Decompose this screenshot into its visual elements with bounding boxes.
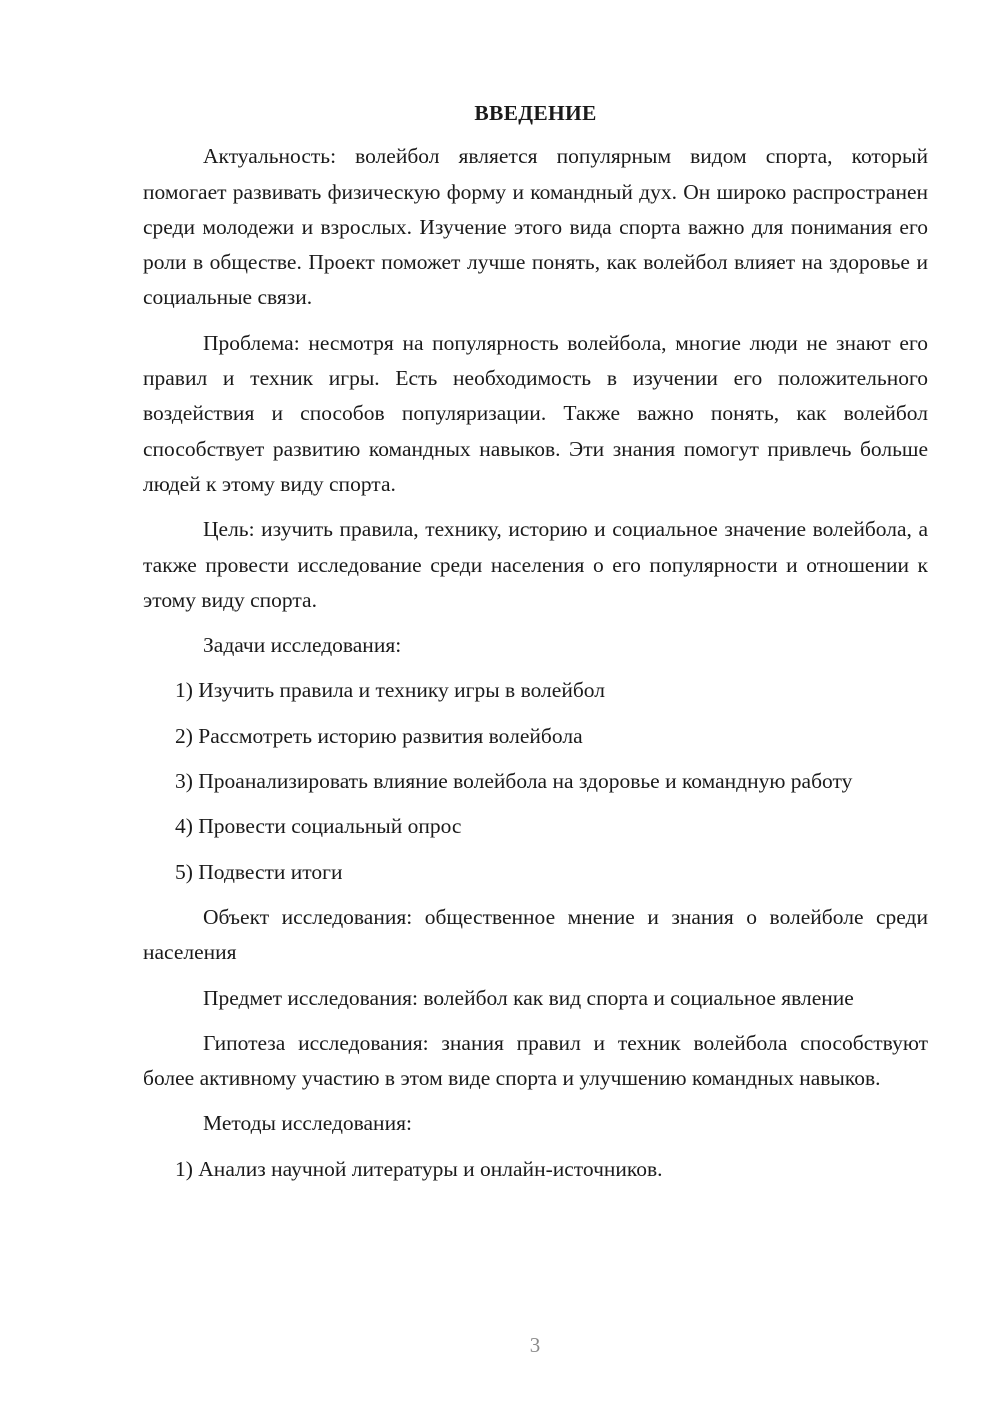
method-item: 1) Анализ научной литературы и онлайн-источников. [175,1156,663,1181]
task-item: 2) Рассмотреть историю развития волейбола [175,723,583,748]
page-number: 3 [529,1333,541,1357]
hypothesis-paragraph: Гипотеза исследования: знания правил и техник волейбола способствуют более активному участию в этом виде спорта и улучшению командных навыков. [143,1030,928,1091]
methods-heading: Методы исследования: [203,1111,412,1136]
document-body [143,96,928,1197]
task-item: 4) Провести социальный опрос [175,814,462,839]
section-title: ВВЕДЕНИЕ [474,101,597,125]
task-item: 3) Проанализировать влияние волейбола на здоровье и командную работу [175,769,853,794]
problem-paragraph: Проблема: несмотря на популярность волейбола, многие люди не знают его правил и техник игры. Есть необходимость в изучении его положительного воздействия и способов популяризации. Также важно понять, как волейбол способствует развитию командных навыков. Эти знания помогут привлечь больше людей к этому виду спорта. [143,330,928,496]
task-item: 1) Изучить правила и технику игры в волейбол [175,678,605,703]
goal-paragraph: Цель: изучить правила, технику, историю и социальное значение волейбола, а также провести исследование среди населения о его популярности и отношении к этому виду спорта. [143,517,928,612]
relevance-paragraph: Актуальность: волейбол является популярным видом спорта, который помогает развивать физическую форму и командный дух. Он широко распространен среди молодежи и взрослых. Изучение этого вида спорта важно для понимания его роли в обществе. Проект поможет лучше понять, как волейбол влияет на здоровье и социальные связи. [143,144,928,310]
object-paragraph: Объект исследования: общественное мнение и знания о волейболе среди населения [143,904,928,965]
tasks-heading: Задачи исследования: [203,633,402,658]
task-item: 5) Подвести итоги [175,859,343,884]
subject-paragraph: Предмет исследования: волейбол как вид спорта и социальное явление [203,985,854,1010]
